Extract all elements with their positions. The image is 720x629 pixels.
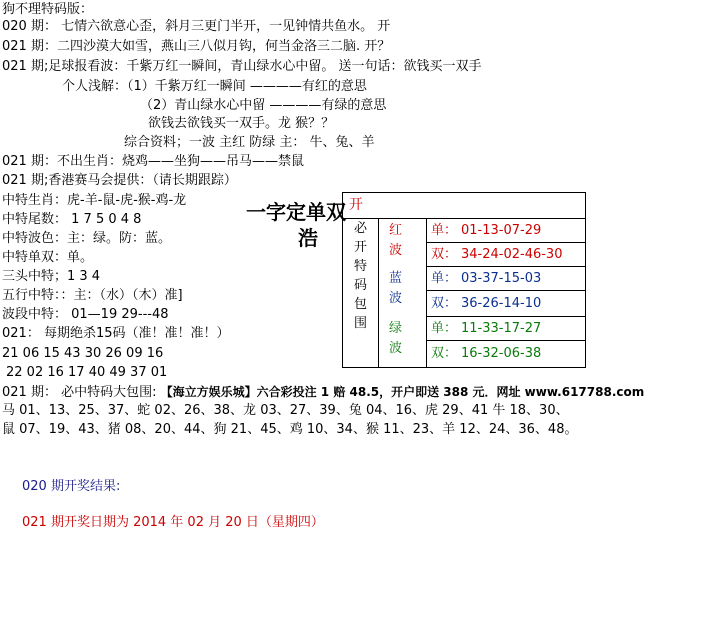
- numbers-row-1: 21 06 15 43 30 26 09 16: [2, 346, 164, 361]
- blue-wave-char: 蓝: [389, 271, 403, 286]
- result-020-title: 020 期开奖结果:: [22, 479, 121, 494]
- table-row: [427, 219, 585, 243]
- label-char: 开: [354, 240, 368, 255]
- row-numbers: 11-33-17-27: [461, 321, 542, 336]
- table-row: [427, 243, 585, 267]
- issue-021-football: 021 期;足球报看波：千紫万红一瞬间，青山绿水心中留。 送一句话：欲钱买一双手: [2, 59, 482, 74]
- analysis-line-1: 个人浅解：（1）千紫万红一瞬间 ————有红的意思: [62, 79, 367, 94]
- table-row: [427, 317, 585, 341]
- row-numbers: 03-37-15-03: [461, 271, 542, 286]
- row-numbers: 01-13-07-29: [461, 223, 542, 238]
- special-number-table: [342, 192, 586, 368]
- red-wave-char: 波: [389, 243, 403, 258]
- label-char: 必: [354, 221, 368, 236]
- green-wave-char: 绿: [389, 321, 403, 336]
- ad-text: 【海立方娱乐城】六合彩投注 1 赔 48.5，开户即送 388 元．网址 www.617788.com: [160, 385, 645, 399]
- zodiac-line: 中特生肖：虎-羊-鼠-虎-猴-鸡-龙: [2, 193, 187, 208]
- excluded-zodiac: 021 期：不出生肖：烧鸡——坐狗——吊马——禁鼠: [2, 154, 304, 169]
- handwritten-mark: 浩: [298, 226, 318, 250]
- package-line: [2, 383, 644, 402]
- row-numbers: 36-26-14-10: [461, 296, 542, 311]
- green-wave-char: 波: [389, 341, 403, 356]
- table-open-label: 开: [349, 197, 363, 213]
- page-title: 狗不理特码版：: [2, 2, 94, 17]
- odd-even-line: 中特单双：单。: [2, 250, 94, 265]
- red-wave-char: 红: [389, 223, 403, 238]
- label-char: 围: [354, 316, 368, 331]
- head-line: 三头中特；1 3 4: [2, 269, 101, 284]
- handwritten-note: 一字定单双: [246, 200, 346, 224]
- parity-label: 单：: [431, 321, 458, 336]
- kill15-line: 021： 每期绝杀15码（准！准！准！）: [2, 326, 230, 341]
- table-row: [427, 267, 585, 291]
- table-row: [427, 291, 585, 317]
- package-prefix: 021 期： 必中特码大包围:: [2, 385, 157, 400]
- next-draw-date: 021 期开奖日期为 2014 年 02 月 20 日（星期四）: [22, 515, 324, 530]
- tail-line: 中特尾数： 1 7 5 0 4 8: [2, 212, 142, 227]
- summary-line: 综合资料；一波 主红 防绿 主： 牛、兔、羊: [124, 135, 375, 150]
- label-char: 特: [354, 259, 368, 274]
- racing-club-line: 021 期;香港赛马会提供：（请长期跟踪）: [2, 173, 237, 188]
- label-char: 包: [354, 297, 368, 312]
- parity-label: 双：: [431, 296, 458, 311]
- zodiac-numbers-row-1: 马 01、13、25、37、蛇 02、26、38、龙 03、27、39、兔 04、16、虎 29、41 牛 18、30、: [2, 403, 569, 418]
- issue-020-riddle: 020 期： 七情六欲意心歪，斜月三更门半开，一见钟情共鱼水。 开: [2, 19, 391, 34]
- table-row: [427, 341, 585, 367]
- issue-021-riddle: 021 期：二四沙漠大如雪，燕山三八似月钩，何当金洛三二脑. 开？: [2, 39, 391, 54]
- parity-label: 单：: [431, 271, 458, 286]
- numbers-row-2: 22 02 16 17 40 49 37 01: [6, 365, 168, 380]
- parity-label: 双：: [431, 247, 458, 262]
- parity-label: 单：: [431, 223, 458, 238]
- band-line: 波段中特： 01—19 29---48: [2, 307, 169, 322]
- element-line: 五行中特：：主：（水）（木）准]: [2, 288, 183, 303]
- row-numbers: 16-32-06-38: [461, 346, 542, 361]
- label-char: 码: [354, 278, 368, 293]
- analysis-line-2: （2）青山绿水心中留 ————有绿的意思: [140, 98, 387, 113]
- zodiac-numbers-row-2: 鼠 07、19、43、猪 08、20、44、狗 21、45、鸡 10、34、猴 11、23、羊 12、24、36、48。: [2, 422, 578, 437]
- table-header: [343, 193, 585, 219]
- blue-wave-char: 波: [389, 291, 403, 306]
- analysis-line-3: 欲钱去欲钱买一双手。龙 猴？？: [148, 116, 335, 131]
- wave-line: 中特波色：主：绿。防：蓝。: [2, 231, 172, 246]
- table-wave-column: [379, 219, 427, 367]
- row-numbers: 34-24-02-46-30: [461, 247, 563, 262]
- parity-label: 双：: [431, 346, 458, 361]
- table-label-column: [343, 219, 379, 367]
